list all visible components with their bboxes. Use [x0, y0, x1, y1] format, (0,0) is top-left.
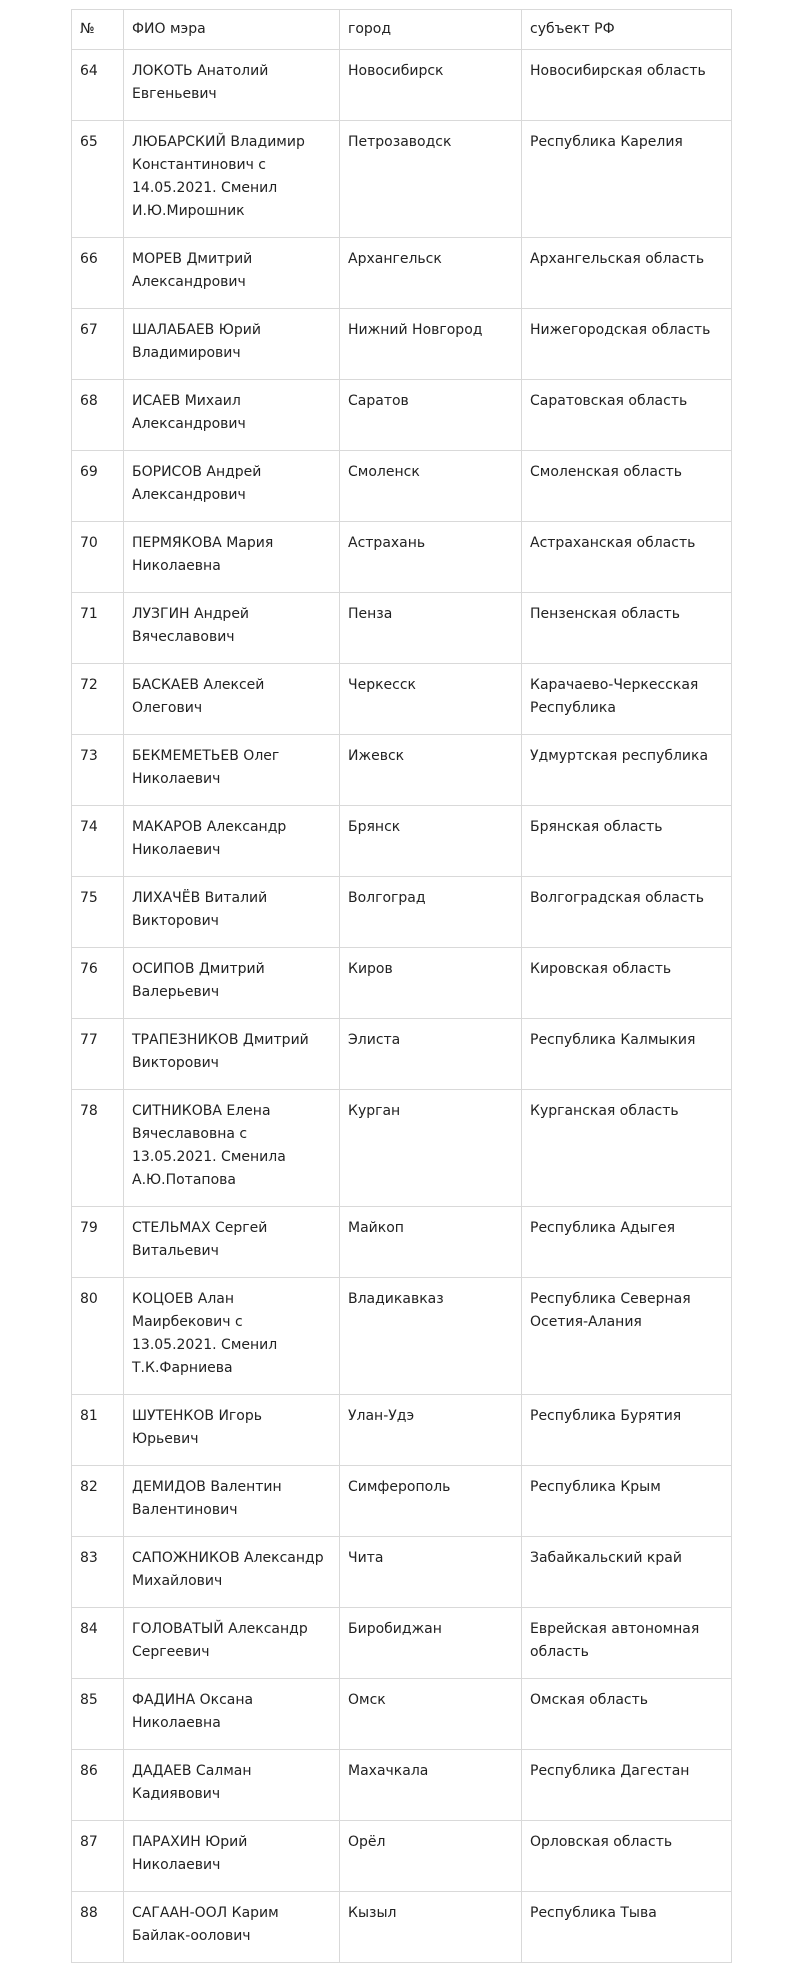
cell-mayor-name: ЛИХАЧЁВ Виталий Викторович	[124, 877, 340, 948]
cell-number: 75	[72, 877, 124, 948]
cell-number: 84	[72, 1608, 124, 1679]
cell-number: 73	[72, 735, 124, 806]
cell-mayor-name: КОЦОЕВ Алан Маирбекович с 13.05.2021. Сменил Т.К.Фарниева	[124, 1278, 340, 1395]
cell-city: Махачкала	[340, 1750, 522, 1821]
cell-city: Нижний Новгород	[340, 309, 522, 380]
cell-mayor-name: ШАЛАБАЕВ Юрий Владимирович	[124, 309, 340, 380]
table-row	[72, 1019, 732, 1090]
table-row	[72, 1278, 732, 1395]
cell-number: 70	[72, 522, 124, 593]
cell-mayor-name: ОСИПОВ Дмитрий Валерьевич	[124, 948, 340, 1019]
cell-mayor-name: ТРАПЕЗНИКОВ Дмитрий Викторович	[124, 1019, 340, 1090]
table-row	[72, 948, 732, 1019]
cell-number: 83	[72, 1537, 124, 1608]
cell-city: Саратов	[340, 380, 522, 451]
cell-number: 71	[72, 593, 124, 664]
cell-city: Черкесск	[340, 664, 522, 735]
cell-city: Кызыл	[340, 1892, 522, 1963]
cell-mayor-name: ЛЮБАРСКИЙ Владимир Константинович с 14.05.2021. Сменил И.Ю.Мирошник	[124, 121, 340, 238]
cell-region: Республика Дагестан	[522, 1750, 732, 1821]
mayors-table	[71, 9, 732, 1963]
cell-number: 65	[72, 121, 124, 238]
cell-region: Омская область	[522, 1679, 732, 1750]
cell-city: Майкоп	[340, 1207, 522, 1278]
cell-mayor-name: МОРЕВ Дмитрий Александрович	[124, 238, 340, 309]
cell-city: Киров	[340, 948, 522, 1019]
table-row	[72, 380, 732, 451]
table-row	[72, 664, 732, 735]
cell-mayor-name: ЛОКОТЬ Анатолий Евгеньевич	[124, 50, 340, 121]
cell-mayor-name: СТЕЛЬМАХ Сергей Витальевич	[124, 1207, 340, 1278]
table-row	[72, 1090, 732, 1207]
cell-number: 72	[72, 664, 124, 735]
cell-region: Смоленская область	[522, 451, 732, 522]
cell-city: Владикавказ	[340, 1278, 522, 1395]
cell-mayor-name: САПОЖНИКОВ Александр Михайлович	[124, 1537, 340, 1608]
table-row	[72, 1821, 732, 1892]
cell-number: 87	[72, 1821, 124, 1892]
cell-city: Брянск	[340, 806, 522, 877]
cell-number: 80	[72, 1278, 124, 1395]
table-row	[72, 1608, 732, 1679]
cell-city: Курган	[340, 1090, 522, 1207]
cell-mayor-name: ПАРАХИН Юрий Николаевич	[124, 1821, 340, 1892]
cell-region: Республика Бурятия	[522, 1395, 732, 1466]
cell-number: 77	[72, 1019, 124, 1090]
cell-city: Биробиджан	[340, 1608, 522, 1679]
cell-region: Орловская область	[522, 1821, 732, 1892]
cell-mayor-name: ДЕМИДОВ Валентин Валентинович	[124, 1466, 340, 1537]
cell-mayor-name: ШУТЕНКОВ Игорь Юрьевич	[124, 1395, 340, 1466]
cell-region: Забайкальский край	[522, 1537, 732, 1608]
cell-city: Ижевск	[340, 735, 522, 806]
table-row	[72, 877, 732, 948]
cell-number: 78	[72, 1090, 124, 1207]
table-row	[72, 522, 732, 593]
cell-region: Республика Карелия	[522, 121, 732, 238]
cell-region: Республика Северная Осетия-Алания	[522, 1278, 732, 1395]
cell-mayor-name: ДАДАЕВ Салман Кадиявович	[124, 1750, 340, 1821]
cell-number: 66	[72, 238, 124, 309]
cell-region: Республика Адыгея	[522, 1207, 732, 1278]
cell-city: Орёл	[340, 1821, 522, 1892]
table-row	[72, 1750, 732, 1821]
header-number: №	[72, 10, 124, 50]
cell-region: Брянская область	[522, 806, 732, 877]
cell-number: 82	[72, 1466, 124, 1537]
table-row	[72, 238, 732, 309]
cell-mayor-name: ПЕРМЯКОВА Мария Николаевна	[124, 522, 340, 593]
table-row	[72, 806, 732, 877]
cell-city: Элиста	[340, 1019, 522, 1090]
table-row	[72, 1892, 732, 1963]
cell-number: 86	[72, 1750, 124, 1821]
table-row	[72, 451, 732, 522]
cell-number: 68	[72, 380, 124, 451]
cell-city: Волгоград	[340, 877, 522, 948]
cell-region: Республика Тыва	[522, 1892, 732, 1963]
cell-city: Астрахань	[340, 522, 522, 593]
table-body	[72, 50, 732, 1963]
cell-number: 88	[72, 1892, 124, 1963]
cell-mayor-name: САГААН-ООЛ Карим Байлак-оолович	[124, 1892, 340, 1963]
cell-region: Кировская область	[522, 948, 732, 1019]
cell-region: Новосибирская область	[522, 50, 732, 121]
cell-number: 64	[72, 50, 124, 121]
cell-region: Архангельская область	[522, 238, 732, 309]
table-row	[72, 735, 732, 806]
cell-region: Пензенская область	[522, 593, 732, 664]
cell-mayor-name: ИСАЕВ Михаил Александрович	[124, 380, 340, 451]
cell-city: Чита	[340, 1537, 522, 1608]
cell-number: 81	[72, 1395, 124, 1466]
cell-region: Курганская область	[522, 1090, 732, 1207]
table-row	[72, 1679, 732, 1750]
table-row	[72, 1207, 732, 1278]
cell-number: 69	[72, 451, 124, 522]
cell-region: Республика Калмыкия	[522, 1019, 732, 1090]
cell-mayor-name: БАСКАЕВ Алексей Олегович	[124, 664, 340, 735]
cell-city: Омск	[340, 1679, 522, 1750]
header-city: город	[340, 10, 522, 50]
mayors-table-container	[71, 9, 731, 1963]
table-row	[72, 1537, 732, 1608]
cell-region: Удмуртская республика	[522, 735, 732, 806]
cell-number: 79	[72, 1207, 124, 1278]
cell-mayor-name: ФАДИНА Оксана Николаевна	[124, 1679, 340, 1750]
cell-mayor-name: БОРИСОВ Андрей Александрович	[124, 451, 340, 522]
table-row	[72, 1395, 732, 1466]
header-mayor-name: ФИО мэра	[124, 10, 340, 50]
cell-city: Архангельск	[340, 238, 522, 309]
table-header-row	[72, 10, 732, 50]
cell-region: Нижегородская область	[522, 309, 732, 380]
cell-mayor-name: СИТНИКОВА Елена Вячеславовна с 13.05.2021. Сменила А.Ю.Потапова	[124, 1090, 340, 1207]
cell-number: 74	[72, 806, 124, 877]
cell-mayor-name: БЕКМЕМЕТЬЕВ Олег Николаевич	[124, 735, 340, 806]
cell-city: Новосибирск	[340, 50, 522, 121]
cell-number: 67	[72, 309, 124, 380]
cell-region: Волгоградская область	[522, 877, 732, 948]
cell-city: Симферополь	[340, 1466, 522, 1537]
cell-city: Пенза	[340, 593, 522, 664]
cell-region: Еврейская автономная область	[522, 1608, 732, 1679]
table-row	[72, 593, 732, 664]
cell-number: 76	[72, 948, 124, 1019]
header-region: субъект РФ	[522, 10, 732, 50]
table-row	[72, 50, 732, 121]
table-row	[72, 309, 732, 380]
cell-mayor-name: МАКАРОВ Александр Николаевич	[124, 806, 340, 877]
cell-region: Саратовская область	[522, 380, 732, 451]
cell-mayor-name: ЛУЗГИН Андрей Вячеславович	[124, 593, 340, 664]
cell-region: Республика Крым	[522, 1466, 732, 1537]
table-row	[72, 121, 732, 238]
cell-city: Улан-Удэ	[340, 1395, 522, 1466]
table-row	[72, 1466, 732, 1537]
cell-region: Астраханская область	[522, 522, 732, 593]
cell-mayor-name: ГОЛОВАТЫЙ Александр Сергеевич	[124, 1608, 340, 1679]
cell-region: Карачаево-Черкесская Республика	[522, 664, 732, 735]
cell-city: Смоленск	[340, 451, 522, 522]
cell-number: 85	[72, 1679, 124, 1750]
cell-city: Петрозаводск	[340, 121, 522, 238]
